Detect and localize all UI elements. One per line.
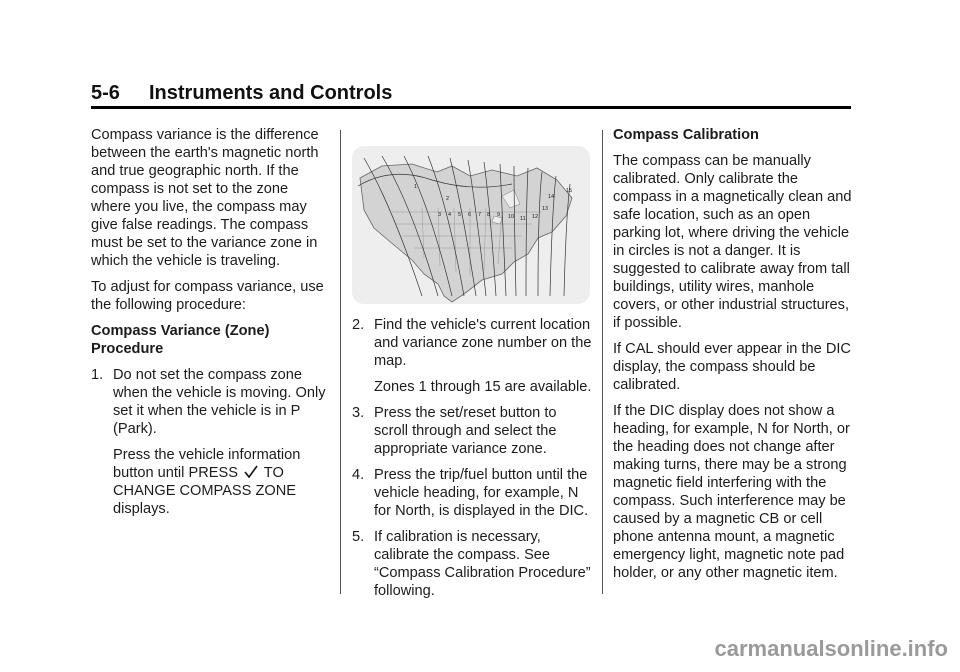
adjust-paragraph: To adjust for compass variance, use the following procedure:	[91, 279, 324, 313]
zone-label: 5	[458, 212, 462, 218]
zone-procedure-continued-list	[352, 316, 592, 600]
list-item	[352, 528, 592, 600]
step-number: 2.	[352, 317, 365, 333]
step-subtext-before: Press the vehicle information button until PRESS	[113, 447, 301, 481]
step-subtext	[113, 446, 327, 518]
watermark: carmanualsonline.info	[714, 636, 948, 661]
zone-label: 2	[446, 196, 450, 202]
zone-label: 4	[448, 212, 452, 218]
zone-label: 12	[532, 214, 539, 220]
step-text: If calibration is necessary, calibrate the compass. See “Compass Calibration Procedure” following.	[374, 529, 591, 599]
compass-variance-zone-map-icon	[352, 146, 590, 304]
section-title: Instruments and Controls	[149, 82, 393, 104]
zone-label: 13	[542, 206, 549, 212]
middle-column	[352, 316, 592, 608]
zone-label: 15	[566, 188, 573, 194]
zone-label: 3	[438, 212, 442, 218]
step-number: 4.	[352, 467, 365, 483]
step-subtext: Zones 1 through 15 are available.	[374, 379, 592, 395]
zone-label: 8	[487, 212, 491, 218]
intro-paragraph: Compass variance is the difference between the earth's magnetic north and true geographic north. If the compass is not set to the zone where you live, the compass may give false readings. The compass must be set to the variance zone in which the vehicle is traveling.	[91, 127, 319, 269]
variance-zone-map	[352, 146, 590, 304]
zone-label: 14	[548, 194, 555, 200]
page-number: 5-6	[91, 82, 120, 104]
step-subtext-after: TO CHANGE COMPASS ZONE displays.	[113, 465, 296, 517]
zone-procedure-list	[91, 366, 327, 518]
interference-paragraph: If the DIC display does not show a heading, for example, N for North, or the heading does not change after making turns, there may be a strong magnetic field interfering with the compass. Such interference may be caused by a magnetic CB or cell phone antenna mount, a magnetic emergency light, magnetic note pad holder, or any other magnetic item.	[613, 403, 850, 581]
zone-label: 10	[508, 214, 515, 220]
calibration-paragraph: The compass can be manually calibrated. Only calibrate the compass in a magnetically clean and safe location, such as an open parking lot, where driving the vehicle in circles is not a danger. It is suggested to calibrate away from tall buildings, utility wires, manhole covers, or other industrial structures, if possible.	[613, 153, 852, 331]
zone-label: 7	[478, 212, 482, 218]
list-item	[352, 466, 592, 520]
step-number: 5.	[352, 529, 365, 545]
step-number: 1.	[91, 367, 104, 383]
step-text: Find the vehicle's current location and variance zone number on the map.	[374, 317, 592, 369]
step-number: 3.	[352, 405, 365, 421]
list-item	[352, 404, 592, 458]
right-column	[613, 126, 853, 590]
left-column	[91, 126, 327, 526]
list-item	[352, 316, 592, 396]
step-text: Do not set the compass zone when the vehicle is moving. Only set it when the vehicle is in P (Park).	[113, 367, 326, 437]
zone-label: 9	[497, 212, 501, 218]
zone-procedure-heading: Compass Variance (Zone) Procedure	[91, 323, 270, 357]
step-text: Press the trip/fuel button until the vehicle heading, for example, N for North, is displayed in the DIC.	[374, 467, 589, 519]
zone-label: 6	[468, 212, 472, 218]
column-divider	[340, 130, 341, 594]
page-header	[91, 80, 851, 109]
step-text: Press the set/reset button to scroll through and select the appropriate variance zone.	[374, 405, 557, 457]
zone-label: 11	[520, 216, 526, 222]
checkmark-icon	[244, 465, 258, 479]
column-divider	[602, 130, 603, 594]
calibration-heading: Compass Calibration	[613, 127, 759, 143]
zone-label: 1	[414, 184, 418, 190]
list-item	[91, 366, 327, 518]
cal-display-paragraph: If CAL should ever appear in the DIC display, the compass should be calibrated.	[613, 341, 851, 393]
